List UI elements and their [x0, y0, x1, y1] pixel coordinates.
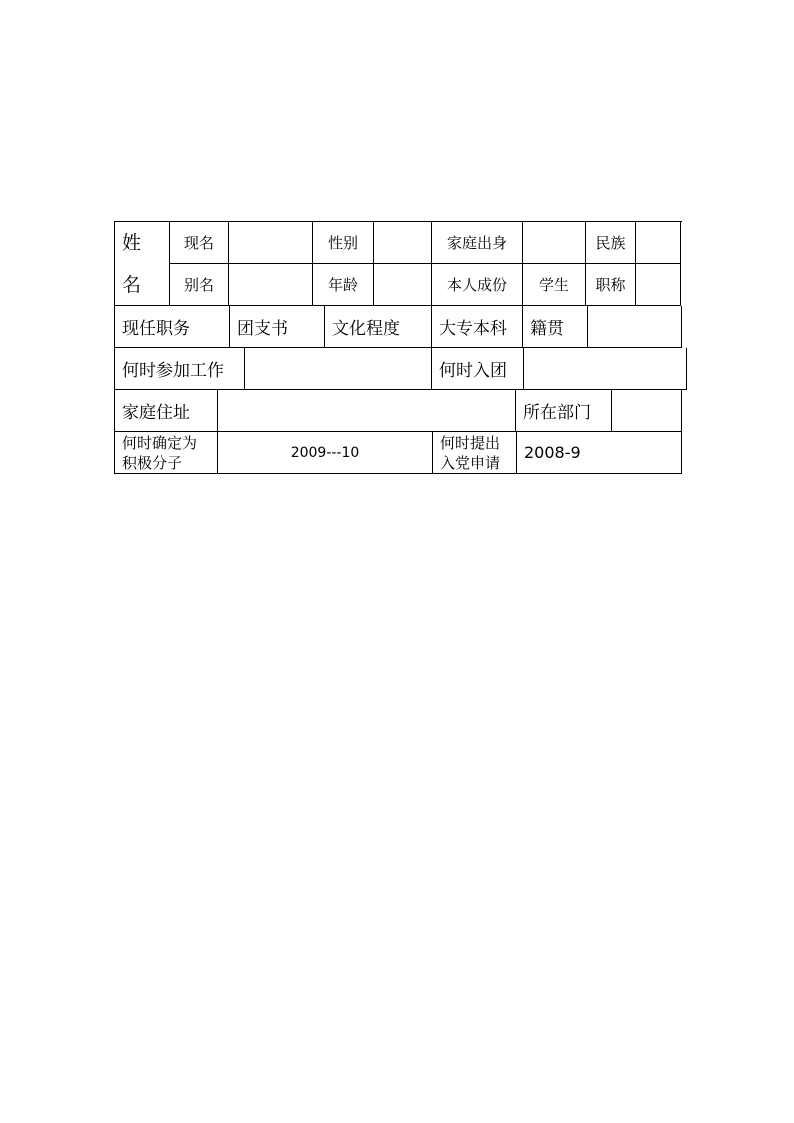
current-name-label: 现名	[170, 222, 229, 264]
row-current-name	[170, 222, 681, 264]
title-value[interactable]	[636, 264, 681, 306]
ethnicity-value[interactable]	[636, 222, 681, 264]
gender-value[interactable]	[374, 222, 432, 264]
family-origin-value[interactable]	[523, 222, 586, 264]
ethnicity-label: 民族	[586, 222, 636, 264]
department-label: 所在部门	[516, 390, 612, 432]
personal-status-value[interactable]: 学生	[523, 264, 586, 306]
row-alias	[170, 264, 681, 306]
party-membership-form	[114, 221, 682, 474]
application-date-value[interactable]: 2008-9	[517, 432, 682, 474]
department-value[interactable]	[612, 390, 682, 432]
education-label: 文化程度	[325, 306, 432, 348]
position-label: 现任职务	[115, 306, 230, 348]
native-place-value[interactable]	[588, 306, 682, 348]
name-rows	[114, 221, 682, 306]
application-label-line1: 何时提出	[440, 433, 501, 452]
position-value[interactable]: 团支书	[230, 306, 325, 348]
work-start-label: 何时参加工作	[115, 348, 245, 390]
name-label-char-2: 名	[122, 273, 142, 296]
league-join-value[interactable]	[524, 348, 687, 390]
activist-label-line2: 积极分子	[122, 453, 183, 472]
activist-label-line1: 何时确定为	[122, 433, 198, 452]
current-name-value[interactable]	[229, 222, 313, 264]
row-activist-application	[114, 432, 682, 474]
application-date-label	[433, 432, 517, 474]
row-work-league	[114, 348, 687, 390]
alias-value[interactable]	[229, 264, 313, 306]
education-value[interactable]: 大专本科	[432, 306, 523, 348]
work-start-value[interactable]	[245, 348, 432, 390]
name-detail-rows	[170, 222, 681, 306]
application-label-line2: 入党申请	[440, 453, 501, 472]
alias-label: 别名	[170, 264, 229, 306]
personal-status-label: 本人成份	[432, 264, 523, 306]
row-address	[114, 390, 682, 432]
activist-date-label	[115, 432, 218, 474]
age-label: 年龄	[313, 264, 374, 306]
home-address-value[interactable]	[218, 390, 516, 432]
age-value[interactable]	[374, 264, 432, 306]
title-label: 职称	[586, 264, 636, 306]
home-address-label: 家庭住址	[115, 390, 218, 432]
activist-date-value[interactable]: 2009---10	[218, 432, 433, 474]
row-position	[114, 306, 682, 348]
league-join-label: 何时入团	[432, 348, 524, 390]
name-label-cell	[115, 222, 170, 306]
family-origin-label: 家庭出身	[432, 222, 523, 264]
gender-label: 性别	[313, 222, 374, 264]
name-label-char-1: 姓	[122, 231, 142, 254]
native-place-label: 籍贯	[523, 306, 588, 348]
